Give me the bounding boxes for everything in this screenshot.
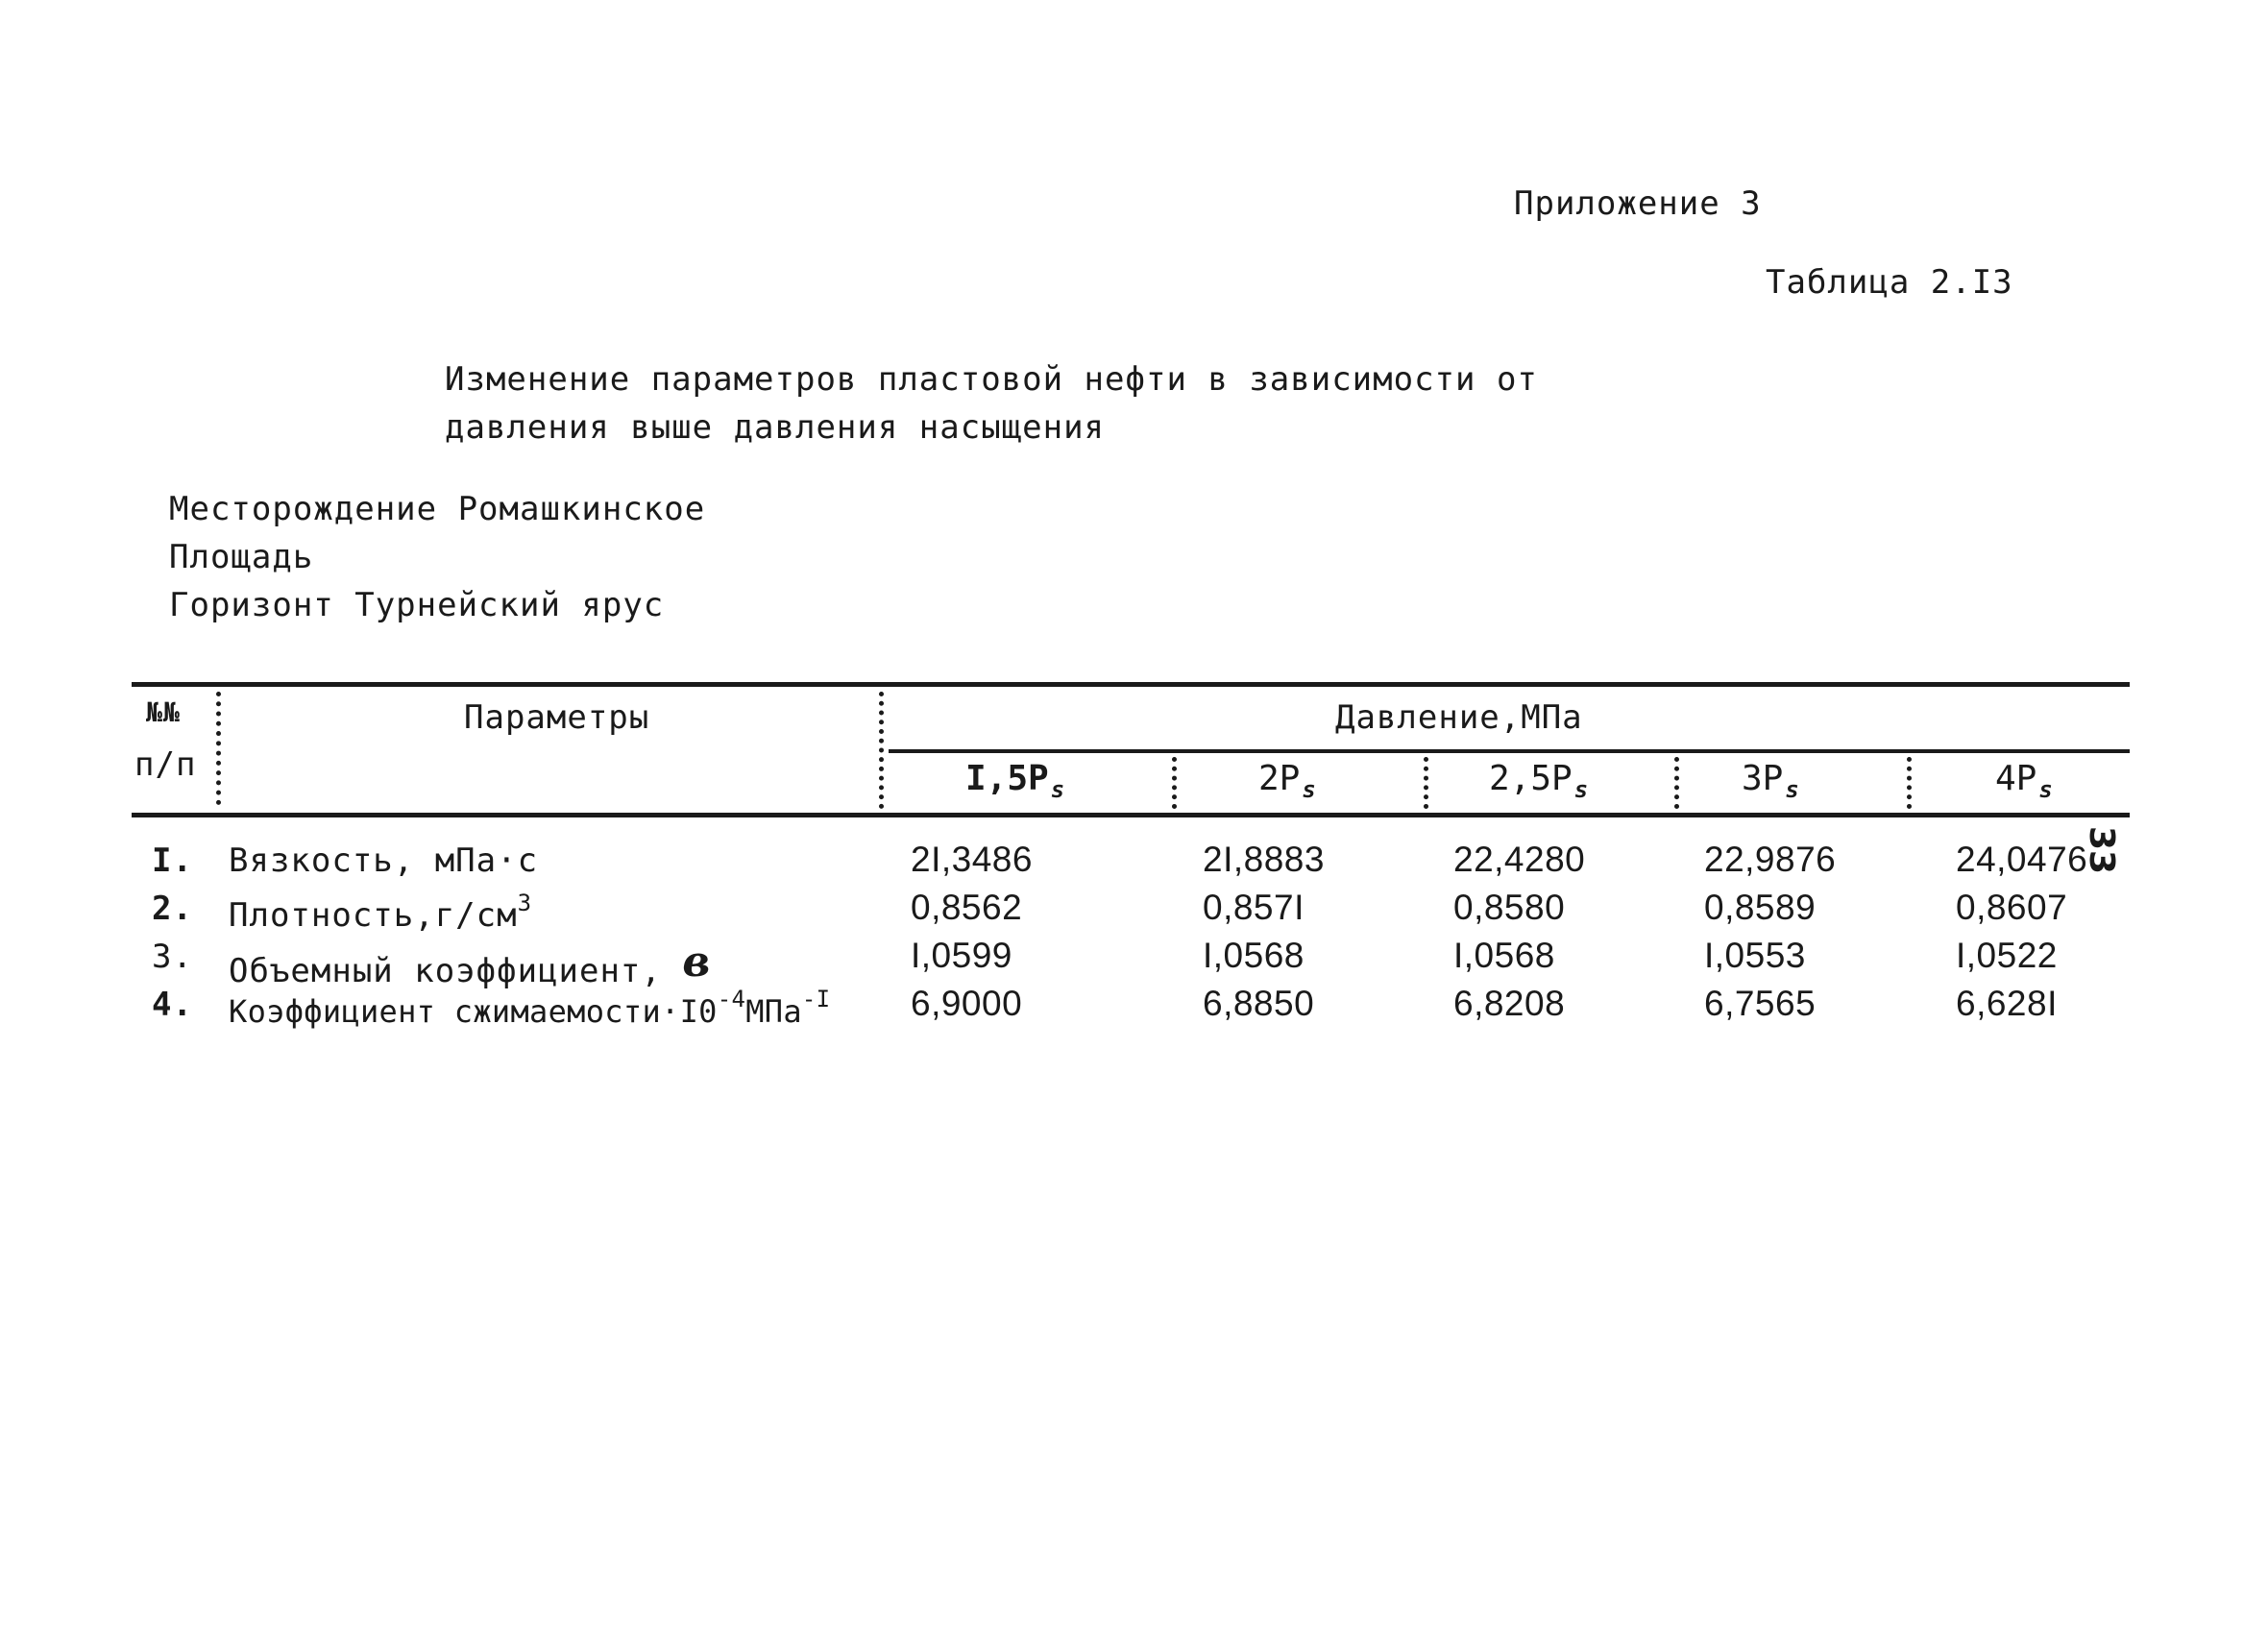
header-parameters: Параметры [464,698,650,737]
table-label: Таблица 2.I3 [1766,263,2013,302]
pressure-col-3: $2,5P_s$ [1489,759,1589,803]
header-bottom-rule [132,813,2130,817]
row-value: 2I,8883 [1203,840,1325,879]
row-number: 4. [152,986,193,1024]
row-value: 22,9876 [1704,840,1837,879]
row-number: 2. [152,890,193,928]
row-value: 6,7565 [1704,984,1817,1023]
row-value: 2I,3486 [911,840,1033,879]
row-parameter: Объемный коэффициент, в [229,938,712,990]
col-divider-params [879,692,884,809]
table-title-line2: давления выше давления насыщения [445,408,1106,447]
row-value: 6,9000 [911,984,1023,1023]
pressure-col-2: $2P_s$ [1258,759,1316,803]
row-value: 6,8208 [1453,984,1566,1023]
row-value: 24,0476 [1956,840,2088,879]
pressure-col-5: $4P_s$ [1995,759,2053,803]
table-top-rule [132,682,2130,687]
table-title-line1: Изменение параметров пластовой нефти в зависимости от [445,360,1538,399]
col-divider-p5 [1907,757,1912,809]
row-value: I,0599 [911,936,1012,975]
row-value: 0,8589 [1704,888,1817,927]
row-value: I,0568 [1203,936,1305,975]
header-pressure: Давление,МПа [1335,698,1583,737]
row-parameter: Вязкость, мПа·с [229,841,539,880]
col-divider-num [216,692,221,805]
area-label: Площадь [169,538,314,576]
col-divider-p2 [1172,757,1177,809]
row-value: 6,628I [1956,984,2058,1023]
col-divider-p3 [1424,757,1428,809]
page-number: 33 [2082,826,2121,875]
field-label: Месторождение Ромашкинское [169,490,706,528]
header-num-line2: п/п [134,745,197,784]
row-value: 0,8562 [911,888,1023,927]
horizon-label: Горизонт Турнейский ярус [169,586,665,624]
row-value: 6,8850 [1203,984,1315,1023]
pressure-col-4: $3P_s$ [1742,759,1799,803]
row-value: I,0522 [1956,936,2058,975]
row-value: 22,4280 [1453,840,1586,879]
row-parameter: $Плотность,г/см^3$ [229,890,533,935]
row-parameter: Коэффициент $сжимаемости\cdot I0^{-4}МПа^{-I}$ [229,986,831,1030]
col-divider-p4 [1674,757,1679,809]
row-value: I,0568 [1453,936,1555,975]
row-number: 3. [152,938,193,976]
appendix-label: Приложение 3 [1514,184,1762,223]
header-num-line1: №№ [146,696,181,728]
row-number: I. [152,841,193,880]
row-value: 0,8607 [1956,888,2068,927]
pressure-subheader-rule [889,749,2130,753]
row-value: I,0553 [1704,936,1806,975]
row-value: 0,857I [1203,888,1305,927]
row-value: 0,8580 [1453,888,1566,927]
pressure-col-1: $I,5P_s$ [965,759,1065,803]
